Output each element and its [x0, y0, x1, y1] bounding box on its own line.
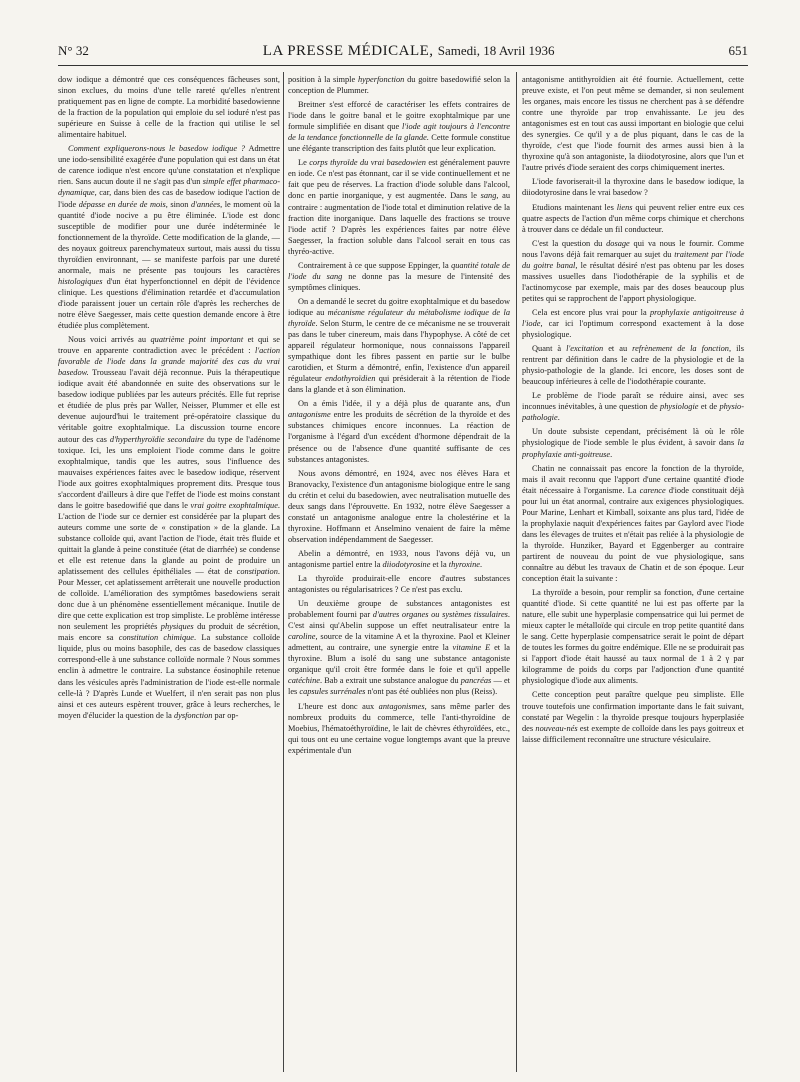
- paragraph: Comment expliquerons-nous le basedow iodique ? Admettre une iodo-sensibilité exagérée d'une population qui est dans un état de carence iodique n'est encore qu'une constatation et n'explique rien. Sans aucun doute il ne s'agit pas d'un simple effet pharmaco-dynamique, car, dans bien des cas de basedow iodique l'action de l'iode dépasse en durée de mois, sinon d'années, le moment où la quantité d'iode nocive a pu être éliminée. L'iode est donc susceptible de modifier pour une durée indéterminée le fonctionnement de la thyroïde. Cette modification de la glande, — des noyaux goitreux parenchymateux surtout, mais aussi du tissu thyroïdien environnant, — se manifeste parfois par une dureté anormale, mais ne présente pas toujours les caractères histologiques d'un état hyperfonctionnel en dépit de l'évidence clinique. Les questions d'élimination retardée et d'accumulation d'iode paraissent jouer un certain rôle d'après les recherches de notre élève Saegesser, mais cette question demande encore à être étudiée plus complètement.: [58, 144, 280, 331]
- paragraph: On a demandé le secret du goitre exophtalmique et du basedow iodique au mécanisme régulateur du métabolisme iodique de la thyroïde. Selon Sturm, le centre de ce mécanisme ne se trouverait pas dans le tuber cinereum, mais dans l'hypophyse. A côté de cet appareil régulateur hormonique, nous connaissons l'appareil sympathique dont les fibres passent en partie sur le bulbe carotidien, et Sturm a démontré, enfin, l'existence d'un appareil régulateur endothyroïdien qui présiderait à la rétention de l'iode dans la glande et à son élimination.: [288, 296, 510, 395]
- text-column-3: [522, 74, 744, 1074]
- journal-title: [263, 43, 555, 60]
- paragraph: L'iode favoriserait-il la thyroxine dans le basedow iodique, la diiodotyrosine dans le vrai basedow ?: [522, 177, 744, 198]
- paragraph: On a émis l'idée, il y a déjà plus de quarante ans, d'un antagonisme entre les produits de sécrétion de la thyroïde et des substances chimiques encore inconnues. La réaction de l'organisme à l'égard d'un excédent d'hormone dépendrait de la présence ou de l'absence d'une quantité suffisante de ces substances antagonistes.: [288, 399, 510, 464]
- paragraph: La thyroïde a besoin, pour remplir sa fonction, d'une certaine quantité d'iode. Si cette quantité ne lui est pas offerte par la nature, elle subit une hyperplasie compensatrice qui lui permet de mieux capter le métalloïde qui circule en trop petite quantité dans le sang. Cette hyperplasie compensatrice serait le point de départ de toutes les formes du goitre endémique. Elle ne se produirait pas si l'apport d'iode était haussé au taux normal de 1 à 2 γ par kilogramme de poids du corps par l'adjonction d'une quantité physiologique d'iode aux aliments.: [522, 588, 744, 686]
- paragraph: C'est la question du dosage qui va nous le fournir. Comme nous l'avons déjà fait remarquer au sujet du traitement par l'iode du goitre banal, le résultat désiré n'est pas obtenu par les doses massives usuelles dans l'iodothérapie de la syphilis et de l'actinomycose par exemple, mais par des doses beaucoup plus petites qui se rapprochent de l'apport physiologique.: [522, 238, 744, 303]
- paragraph: Le problème de l'iode paraît se réduire ainsi, avec ses inconnues inévitables, à une question de physiologie et de physio-pathologie.: [522, 391, 744, 423]
- text-column-2: [288, 74, 510, 1074]
- paragraph: Le corps thyroïde du vrai basedowien est généralement pauvre en iode. Ce n'est pas étonnant, car il se vide continuellement et ne fait que peu de réserves. La fraction d'iode soluble dans l'alcool, donc en partie inorganique, y est augmentée. Dans le sang, au contraire : augmentation de l'iode total et diminution relative de la fraction dite inorganique. Dans laquelle des fractions se trouve l'iode actif ? D'après les expériences faites par notre élève Saegesser, la fraction soluble dans l'alcool serait en tous cas thyréo-active.: [288, 158, 510, 256]
- paragraph: Chatin ne connaissait pas encore la fonction de la thyroïde, mais il avait reconnu que l'apport d'une certaine quantité d'iode était nécessaire à l'organisme. La carence d'iode constituait déjà pour lui un état anormal, contraire aux exigences physiologiques. Pour Marine, Lenhart et Kimball, soixante ans plus tard, l'idée de la prophylaxie naquit d'expériences faites par Gaylord avec l'iode dans les élevages de truites et n'était pas reliée à la physiologie de la thyroïde. Hunziker, Bayard et Eggenberger au contraire partirent de nouveau du point de vue physiologique, sans connaître au début les travaux de Chatin et de son époque. Leur conception était la suivante :: [522, 463, 744, 584]
- paragraph: L'heure est donc aux antagonismes, sans même parler des nombreux produits du commerce, telle l'anti-thyroïdine de Moebius, l'hématoéthyroïdine, le lait de chèvres éthyroïdées, etc., qui tous ont eu une certaine vogue longtemps avant que la preuve expérimentale d'un: [288, 701, 510, 755]
- column-divider: [516, 72, 517, 1072]
- column-divider: [283, 72, 284, 1072]
- journal-name: LA PRESSE MÉDICALE,: [262, 43, 434, 59]
- paragraph: dow iodique a démontré que ces conséquences fâcheuses sont, sinon exclues, du moins d'une telle rareté qu'elles n'entrent pratiquement pas en ligne de compte. La morbidité basedowienne de la fraction de la population qui emploie du sel ioduré n'est pas supérieure en Suisse à celle de la fraction qui utilise le sel alimentaire habituel.: [58, 75, 280, 140]
- paragraph: position à la simple hyperfonction du goitre basedowifié selon la conception de Plummer.: [288, 75, 510, 96]
- page-header: [58, 43, 748, 66]
- paragraph: Etudions maintenant les liens qui peuvent relier entre eux ces quatre aspects de l'action d'un même corps chimique et cherchons à trouver dans ce dédale un fil conducteur.: [522, 202, 744, 234]
- page-number: 651: [728, 43, 748, 58]
- paragraph: Cela est encore plus vrai pour la prophylaxie antigoitreuse à l'iode, car ici l'optimum correspond exactement à la dose physiologique.: [522, 307, 744, 340]
- paragraph: Abelin a démontré, en 1933, nous l'avons déjà vu, un antagonisme partiel entre la diiodotyrosine et la thyroxine.: [288, 548, 510, 569]
- issue-number: N° 32: [58, 43, 89, 58]
- paragraph: Nous voici arrivés au quatrième point important et qui se trouve en apparente contradiction avec le précédent : l'action favorable de l'iode dans la grande majorité des cas du vrai basedow. Trousseau l'avait déjà reconnue. Puis la thérapeutique iodique avait été abandonnée en suite des observations sur le basedow iodique publiées par les auteurs précités. Elle fut reprise et étudiée de plus près par Waller, Neisser, Plummer et elle est devenue aujourd'hui le traitement pré-opératoire classique du véritable goitre exophtalmique. La discussion tourne encore autour des cas d'hyperthyroïdie secondaire du type de l'adénome toxique. Ici, les uns emploient l'iode comme dans le goitre exophtalmique, tandis que les autres, sous l'influence des mauvaises expériences faites avec le basedow iodique, réservent l'iode aux goitres exophtalmiques proprement dits. Presque tous s'accordent d'ailleurs à dire que l'effet de l'iode est moins constant dans le goitre basedowifié que dans le vrai goitre exophtalmique. L'action de l'iode sur ce dernier est considérée par la plupart des auteurs comme une sorte de « constipation » de la glande. La substance colloïde qui, avant l'action de l'iode, était très fluide et quittait la glande à peine constituée (état de diarrhée) se condense et elle est retenue dans la glande au point de produire un aplatissement des cellules épithéliales — état de constipation. Pour Messer, cet aplatissement arrêterait une nouvelle production de colloïde. L'amélioration des symptômes basedowiens serait donc due à un phénomène essentiellement mécanique. Inutile de dire que cette explication est trop simpliste. Le problème intéresse non seulement les propriétés physiques du produit de sécrétion, mais encore sa constitution chimique. La substance colloïde liquide, plus ou moins basophile, des cas de basedow classiques correspond-elle à une substance colloïde normale ? Nous sommes enclin à admettre le contraire. La substance éosinophile retenue dans les vésicules après l'administration de l'iode est-elle normale celle-là ? D'après Lunde et Wuelfert, il n'en serait pas non plus ainsi et ces auteurs espèrent trouver, grâce à leurs recherches, le moyen d'élucider la question de la dysfonction par op-: [58, 335, 280, 720]
- text-column-1: [58, 74, 280, 1074]
- issue-date: Samedi, 18 Avril 1936: [437, 43, 555, 58]
- paragraph: Un deuxième groupe de substances antagonistes est probablement fourni par d'autres organes ou systèmes tissulaires. C'est ainsi qu'Abelin suppose un effet neutralisateur entre la caroline, source de la vitamine A et la thyroxine. Paol et Kleiner admettent, au contraire, une synergie entre la vitamine E et la thyroxine. Blum a isolé du sang une substance antagoniste organique qu'il croit être formée dans le foie et qu'il appelle catéchine. Bab a extrait une substance analogue du pancréas — et les capsules surrénales n'ont pas été oubliées non plus (Reiss).: [288, 599, 510, 697]
- paragraph: Contrairement à ce que suppose Eppinger, la quantité totale de l'iode du sang ne donne pas la mesure de l'intensité des symptômes cliniques.: [288, 260, 510, 292]
- paragraph: Quant à l'excitation et au refrènement de la fonction, ils rentrent par définition dans le cadre de la physiologie et de la physio-pathologie de la glande. Ici encore, les doses sont de beaucoup inférieures à celle de l'iodothérapie courante.: [522, 344, 744, 387]
- paragraph: Nous avons démontré, en 1924, avec nos élèves Hara et Branovacky, l'existence d'un antagonisme biologique entre le sang du crétin et celui du basedowien, avec neutralisation mutuelle des deux sangs dans l'éprouvette. En 1932, notre élève Saegesser a constaté un antagonisme analogue entre la cholestérine et la thyroxine. Hoffmann et Anselmino venaient de faire la même observation indépendamment de Saegesser.: [288, 468, 510, 544]
- paragraph: Breitner s'est efforcé de caractériser les effets contraires de l'iode dans le goitre banal et le goitre exophtalmique par une formule simplifiée en disant que l'iode agit toujours à l'encontre de la tendance fonctionnelle de la glande. Cette formule constitue une élégante transcription des faits plutôt que leur explication.: [288, 100, 510, 154]
- paragraph: Cette conception peut paraître quelque peu simpliste. Elle trouve toutefois une confirmation importante dans le fait suivant, constaté par Wegelin : la thyroïde presque toujours hyperplasiée des nouveau-nés est exempte de colloïde dans les pays goitreux et laisse difficilement reconnaître une structure vésiculaire.: [522, 690, 744, 744]
- paragraph: La thyroïde produirait-elle encore d'autres substances antagonistes ou régularisatrices ? Ce n'est pas exclu.: [288, 574, 510, 595]
- paragraph: Un doute subsiste cependant, précisément là où le rôle physiologique de l'iode semble le plus évident, à savoir dans la prophylaxie anti-goitreuse.: [522, 427, 744, 459]
- paragraph: antagonisme antithyroïdien ait été fournie. Actuellement, cette preuve existe, et l'on peut même se demander, si non seulement les organes, mais encore les tissus ne cherchent pas à se défendre contre une thyroïde par trop envahissante. Le jeu des antagonismes est en tout cas aussi important en biologie que celui des synergies. Ce qu'il y a de plus piquant, dans le cas de la thyroïde, c'est que l'iode fournit des armes aussi bien à la thyroxine qu'à son antagoniste, la diiodotyrosine, alors que l'un et l'autre privés d'iode seraient des corps chimiquement inertes.: [522, 75, 744, 173]
